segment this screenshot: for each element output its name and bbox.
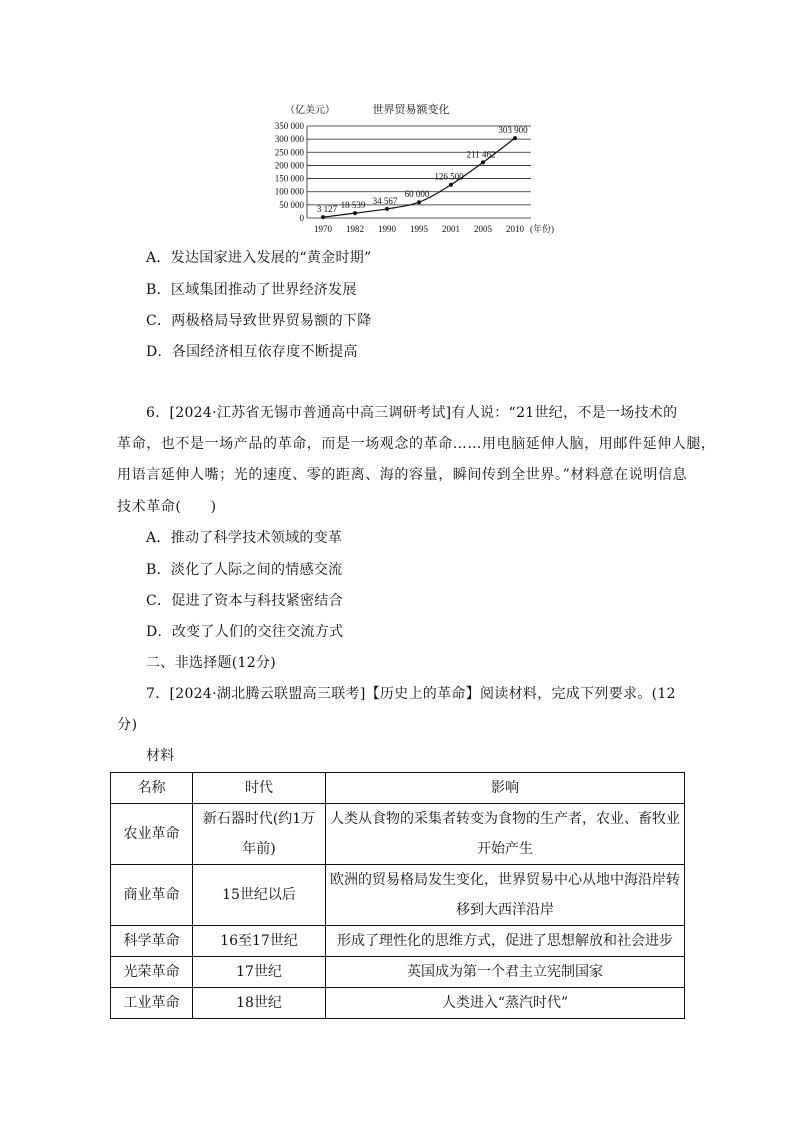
table-row: [111, 926, 685, 957]
table-row: [111, 865, 685, 926]
header-era: 时代: [193, 773, 326, 804]
data-point: [449, 183, 453, 187]
row-name: 科学革命: [111, 926, 193, 957]
q6-option-d: D．改变了人们的交往交流方式: [146, 624, 344, 640]
data-point: [321, 215, 325, 219]
table-row: [111, 804, 685, 865]
row-era: [193, 804, 326, 865]
trade-chart: [255, 96, 555, 238]
q5-option-a: A．发达国家进入发展的“黄金时期”: [146, 250, 372, 266]
era-line: 年前): [242, 841, 276, 857]
header-name: 名称: [111, 773, 193, 804]
chart-title: 世界贸易额变化: [372, 104, 450, 116]
q6-stem-line-3: 用语言延伸人嘴；光的速度、零的距离、海的容量，瞬间传到全世界。”材料意在说明信息: [117, 467, 688, 483]
table-row: [111, 988, 685, 1019]
data-label: 34 567: [372, 195, 398, 206]
q7-stem-line-1: 7．[2024·湖北腾云联盟高三联考]【历史上的革命】阅读材料，完成下列要求。(12: [146, 686, 676, 702]
impact-line: 人类从食物的采集者转变为食物的生产者，农业、畜牧业: [330, 811, 680, 827]
y-tick-label: 350 000: [274, 121, 304, 131]
data-label: 3 127: [316, 204, 338, 215]
q6-option-a: A．推动了科学技术领域的变革: [146, 530, 343, 546]
row-impact: [326, 957, 685, 988]
impact-line: 开始产生: [477, 841, 533, 857]
impact-line: 移到大西洋沿岸: [456, 902, 554, 918]
row-impact: [326, 804, 685, 865]
era-line: 17世纪: [236, 964, 282, 980]
impact-line: 人类进入“蒸汽时代”: [441, 995, 569, 1011]
row-era: [193, 988, 326, 1019]
table-row: [111, 957, 685, 988]
data-point: [481, 160, 485, 164]
x-axis-unit: (年份): [530, 224, 554, 234]
header-impact: 影响: [326, 773, 685, 804]
data-label: 126 500: [434, 171, 464, 182]
data-point: [353, 211, 357, 215]
era-line: 15世纪以后: [222, 887, 296, 903]
data-point: [385, 207, 389, 211]
x-tick-label: 1982: [346, 224, 364, 234]
x-tick-label: 1990: [378, 224, 396, 234]
row-name: 农业革命: [111, 804, 193, 865]
data-label: 18 539: [340, 200, 366, 211]
data-label: 211 462: [466, 149, 496, 160]
row-era: [193, 957, 326, 988]
row-era: [193, 926, 326, 957]
x-tick-label: 2005: [474, 224, 492, 234]
x-tick-label: 1970: [314, 224, 332, 234]
y-tick-label: 0: [299, 213, 304, 223]
row-impact: [326, 926, 685, 957]
q6-option-b: B．淡化了人际之间的情感交流: [146, 562, 343, 578]
impact-line: 形成了理性化的思维方式，促进了思想解放和社会进步: [337, 933, 673, 949]
q6-option-c: C．促进了资本与科技紧密结合: [146, 593, 343, 609]
data-point: [513, 136, 517, 140]
q5-option-d: D．各国经济相互依存度不断提高: [146, 344, 358, 360]
q5-option-b: B．区域集团推动了世界经济发展: [146, 282, 357, 298]
row-impact: [326, 865, 685, 926]
row-impact: [326, 988, 685, 1019]
revolution-table: [110, 772, 685, 1019]
era-line: 新石器时代(约1万: [202, 811, 316, 827]
q6-stem-line-1: 6．[2024·江苏省无锡市普通高中高三调研考试]有人说：“21世纪，不是一场技术的: [146, 405, 678, 421]
data-label: 60 000: [404, 189, 430, 200]
era-line: 18世纪: [236, 995, 282, 1011]
table-header-row: [111, 773, 685, 804]
era-line: 16至17世纪: [220, 933, 298, 949]
material-label: 材料: [146, 748, 175, 764]
y-tick-label: 200 000: [274, 160, 304, 171]
x-tick-label: 1995: [410, 224, 428, 234]
q7-stem-line-2: 分): [117, 717, 138, 733]
y-tick-label: 150 000: [274, 173, 304, 184]
row-era: [193, 865, 326, 926]
y-tick-label: 100 000: [274, 186, 304, 197]
data-label: 303 900: [498, 125, 528, 136]
row-name: 光荣革命: [111, 957, 193, 988]
row-name: 工业革命: [111, 988, 193, 1019]
x-tick-label: 2001: [442, 224, 460, 234]
y-tick-label: 300 000: [274, 134, 304, 145]
y-axis-unit: （亿美元）: [285, 105, 335, 116]
trade-line-chart: [255, 96, 555, 238]
data-point: [417, 200, 421, 204]
q6-stem-line-2: 革命，也不是一场产品的革命，而是一场观念的革命……用电脑延伸人脑，用邮件延伸人腿，: [117, 436, 716, 452]
impact-line: 英国成为第一个君主立宪制国家: [407, 964, 603, 980]
x-tick-label: 2010: [506, 224, 524, 234]
impact-line: 欧洲的贸易格局发生变化，世界贸易中心从地中海沿岸转: [330, 872, 680, 888]
q6-stem-line-4: 技术革命( ): [117, 499, 217, 515]
y-tick-label: 250 000: [274, 147, 304, 158]
y-tick-label: 50 000: [279, 199, 304, 210]
row-name: 商业革命: [111, 865, 193, 926]
section-heading: 二、非选择题(12分): [146, 655, 277, 671]
q5-option-c: C．两极格局导致世界贸易额的下降: [146, 313, 372, 329]
